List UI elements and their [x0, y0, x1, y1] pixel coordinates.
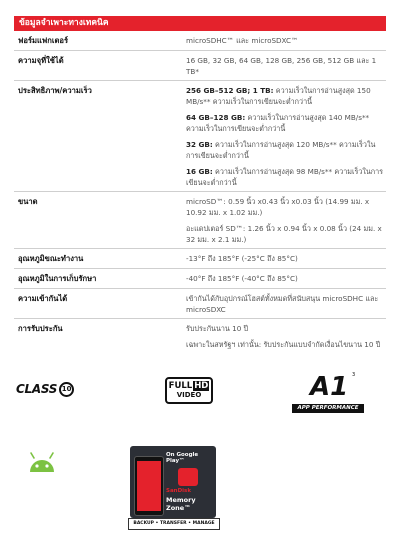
spec-label: ขนาด [18, 197, 38, 206]
spec-label: ฟอร์มแฟกเตอร์ [18, 36, 69, 45]
app-screenshot: On Google Play™ SanDisk Memory Zone™ [130, 446, 216, 518]
memory-zone-icon [178, 468, 198, 486]
spec-row-form-factor [14, 31, 386, 51]
spec-row-warranty [14, 319, 386, 353]
a1-app-performance-logo: A1 3 APP PERFORMANCE [292, 372, 364, 416]
phone-icon [134, 456, 164, 516]
full-hd-video-logo: FULL HD VIDEO [165, 377, 213, 404]
spec-label: ความจุที่ใช้ได้ [18, 56, 64, 65]
spec-row-operating-temp [14, 249, 386, 269]
spec-value: 256 GB–512 GB; 1 TB: ความเร็วในการอ่านสูงสุด 150 MB/s** ความเร็วในการเขียนจะต่ำกว่านี้ 64 GB–128 GB: ความเร็วในการอ่านสูงสุด 140 MB/s** ความเร็วในการเขียนจะต่ำกว่านี้ 32 GB: ความเร็วในการอ่านสูงสุด 120 MB/s** ความเร็วในการเขียนจะต่ำกว่านี้ 16 GB: ความเร็วในการอ่านสูงสุด 98 MB/s** ความเร็วในการเขียนจะต่ำกว่านี้ [186, 86, 384, 187]
spec-table [14, 31, 386, 353]
spec-label: อุณหภูมิในการเก็บรักษา [18, 274, 97, 283]
spec-value: เข้ากันได้กับอุปกรณ์โฮสต์ทั้งหมดที่สนับสนุน microSDHC และ microSDXC [186, 294, 379, 314]
spec-label: การรับประกัน [18, 324, 63, 333]
spec-label: ประสิทธิภาพ/ความเร็ว [18, 86, 92, 95]
spec-value: microSDHC™ และ microSDXC™ [186, 36, 299, 45]
android-icon [26, 450, 58, 478]
spec-label: อุณหภูมิขณะทำงาน [18, 254, 84, 263]
class10-logo: CLASS 10 [16, 378, 80, 400]
spec-label: ความเข้ากันได้ [18, 294, 68, 303]
spec-header: ข้อมูลจำเพาะทางเทคนิค [14, 16, 386, 31]
spec-value: -40°F ถึง 185°F (-40°C ถึง 85°C) [186, 274, 298, 283]
google-play-label: On Google Play™ [166, 452, 199, 464]
app-feature-bar: BACKUP • TRANSFER • MANAGE [128, 518, 220, 530]
spec-value: 16 GB, 32 GB, 64 GB, 128 GB, 256 GB, 512 GB และ 1 TB* [186, 56, 377, 76]
spec-row-compatibility [14, 289, 386, 319]
spec-value: รับประกันนาน 10 ปี เฉพาะในสหรัฐฯ เท่านั้น: รับประกันแบบจำกัดเงื่อนไขนาน 10 ปี [186, 324, 381, 349]
spec-value: -13°F ถึง 185°F (-25°C ถึง 85°C) [186, 254, 298, 263]
spec-row-performance [14, 81, 386, 192]
spec-row-storage-temp [14, 269, 386, 289]
spec-row-capacity [14, 51, 386, 81]
spec-value: microSD™: 0.59 นิ้ว x0.43 นิ้ว x0.03 นิ้ว (14.99 มม. x 10.92 มม. x 1.02 มม.) อะแดปเตอร์ SD™: 1.26 นิ้ว x 0.94 นิ้ว x 0.08 นิ้ว (24 มม. x 32 มม. x 2.1 มม.) [186, 197, 382, 244]
spec-row-dimensions [14, 192, 386, 249]
memory-zone-app-badge [128, 446, 220, 531]
